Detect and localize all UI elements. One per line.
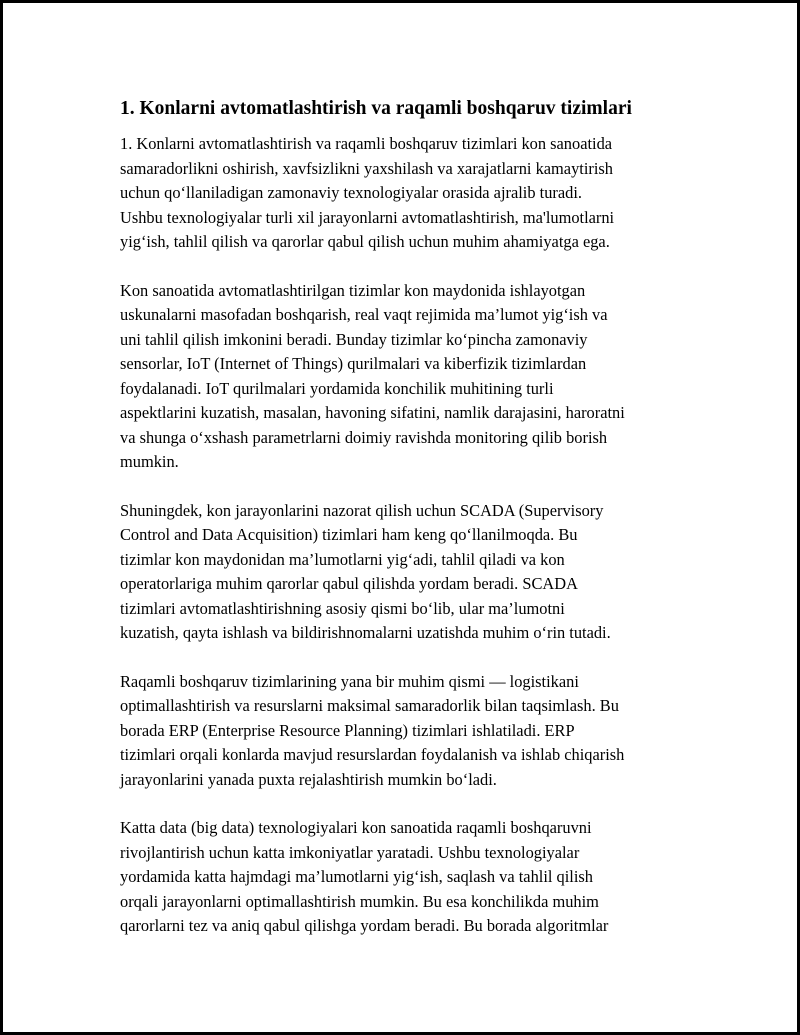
paragraph-big-data bbox=[120, 816, 694, 939]
text-line: qarorlarni tez va aniq qabul qilishga yordam beradi. Bu borada algoritmlar bbox=[120, 916, 609, 935]
text-line: mumkin. bbox=[120, 452, 179, 471]
text-line: 1. Konlarni avtomatlashtirish va raqamli boshqaruv tizimlari kon sanoatida bbox=[120, 134, 613, 153]
text-line: Kon sanoatida avtomatlashtirilgan tizimlar kon maydonida ishlayotgan bbox=[120, 280, 586, 300]
text-line: samaradorlikni oshirish, xavfsizlikni yaxshilash va xarajatlarni kamaytirish bbox=[120, 158, 613, 178]
text-line: uni tahlil qilish imkonini beradi. Bunday tizimlar ko‘pincha zamonaviy bbox=[120, 329, 588, 349]
text-line: Raqamli boshqaruv tizimlarining yana bir muhim qismi — logistikani bbox=[120, 671, 579, 691]
text-line: kuzatish, qayta ishlash va bildirishnomalarni uzatishda muhim o‘rin tutadi. bbox=[120, 623, 611, 642]
text-line: va shunga o‘xshash parametrlarni doimiy ravishda monitoring qilib borish bbox=[120, 427, 608, 447]
text-line: tizimlar kon maydonidan ma’lumotlarni yig‘adi, tahlil qiladi va kon bbox=[120, 549, 565, 569]
paragraph-erp bbox=[120, 670, 694, 793]
text-line: yig‘ish, tahlil qilish va qarorlar qabul qilish uchun muhim ahamiyatga ega. bbox=[120, 232, 610, 251]
paragraph-iot bbox=[120, 279, 694, 475]
text-line: jarayonlarini yanada puxta rejalashtirish mumkin bo‘ladi. bbox=[120, 769, 497, 789]
section-title: 1. Konlarni avtomatlashtirish va raqamli boshqaruv tizimlari bbox=[120, 98, 632, 119]
text-line: uskunalarni masofadan boshqarish, real vaqt rejimida ma’lumot yig‘ish va bbox=[120, 305, 608, 324]
text-line: Control and Data Acquisition) tizimlari ham keng qo‘llanilmoqda. Bu bbox=[120, 525, 578, 544]
text-line: tizimlari orqali konlarda mavjud resurslardan foydalanish va ishlab chiqarish bbox=[120, 745, 625, 764]
text-line: uchun qo‘llaniladigan zamonaviy texnologiyalar orasida ajralib turadi. bbox=[120, 183, 582, 202]
text-line: foydalanadi. IoT qurilmalari yordamida konchilik muhitining turli bbox=[120, 378, 554, 398]
text-line: optimallashtirish va resurslarni maksimal samaradorlik bilan taqsimlash. Bu bbox=[120, 696, 619, 715]
text-line: yordamida katta hajmdagi ma’lumotlarni yig‘ish, saqlash va tahlil qilish bbox=[120, 867, 593, 886]
text-line: aspektlarini kuzatish, masalan, havoning sifatini, namlik darajasini, haroratni bbox=[120, 403, 625, 422]
text-line: rivojlantirish uchun katta imkoniyatlar yaratadi. Ushbu texnologiyalar bbox=[120, 842, 580, 862]
text-line: operatorlariga muhim qarorlar qabul qilishda yordam beradi. SCADA bbox=[120, 574, 578, 593]
text-line: Ushbu texnologiyalar turli xil jarayonlarni avtomatlashtirish, ma'lumotlarni bbox=[120, 207, 615, 227]
text-line: orqali jarayonlarni optimallashtirish mumkin. Bu esa konchilikda muhim bbox=[120, 891, 599, 911]
text-line: tizimlari avtomatlashtirishning asosiy qismi bo‘lib, ular ma’lumotni bbox=[120, 598, 565, 618]
paragraph-scada bbox=[120, 499, 694, 646]
text-line: borada ERP (Enterprise Resource Planning) tizimlari ishlatiladi. ERP bbox=[120, 720, 575, 740]
document-body bbox=[120, 95, 694, 963]
paragraph-intro bbox=[120, 132, 694, 255]
text-line: sensorlar, IoT (Internet of Things) qurilmalari va kiberfizik tizimlardan bbox=[120, 354, 587, 373]
text-line: Katta data (big data) texnologiyalari kon sanoatida raqamli boshqaruvni bbox=[120, 818, 592, 837]
text-line: Shuningdek, kon jarayonlarini nazorat qilish uchun SCADA (Supervisory bbox=[120, 500, 604, 520]
